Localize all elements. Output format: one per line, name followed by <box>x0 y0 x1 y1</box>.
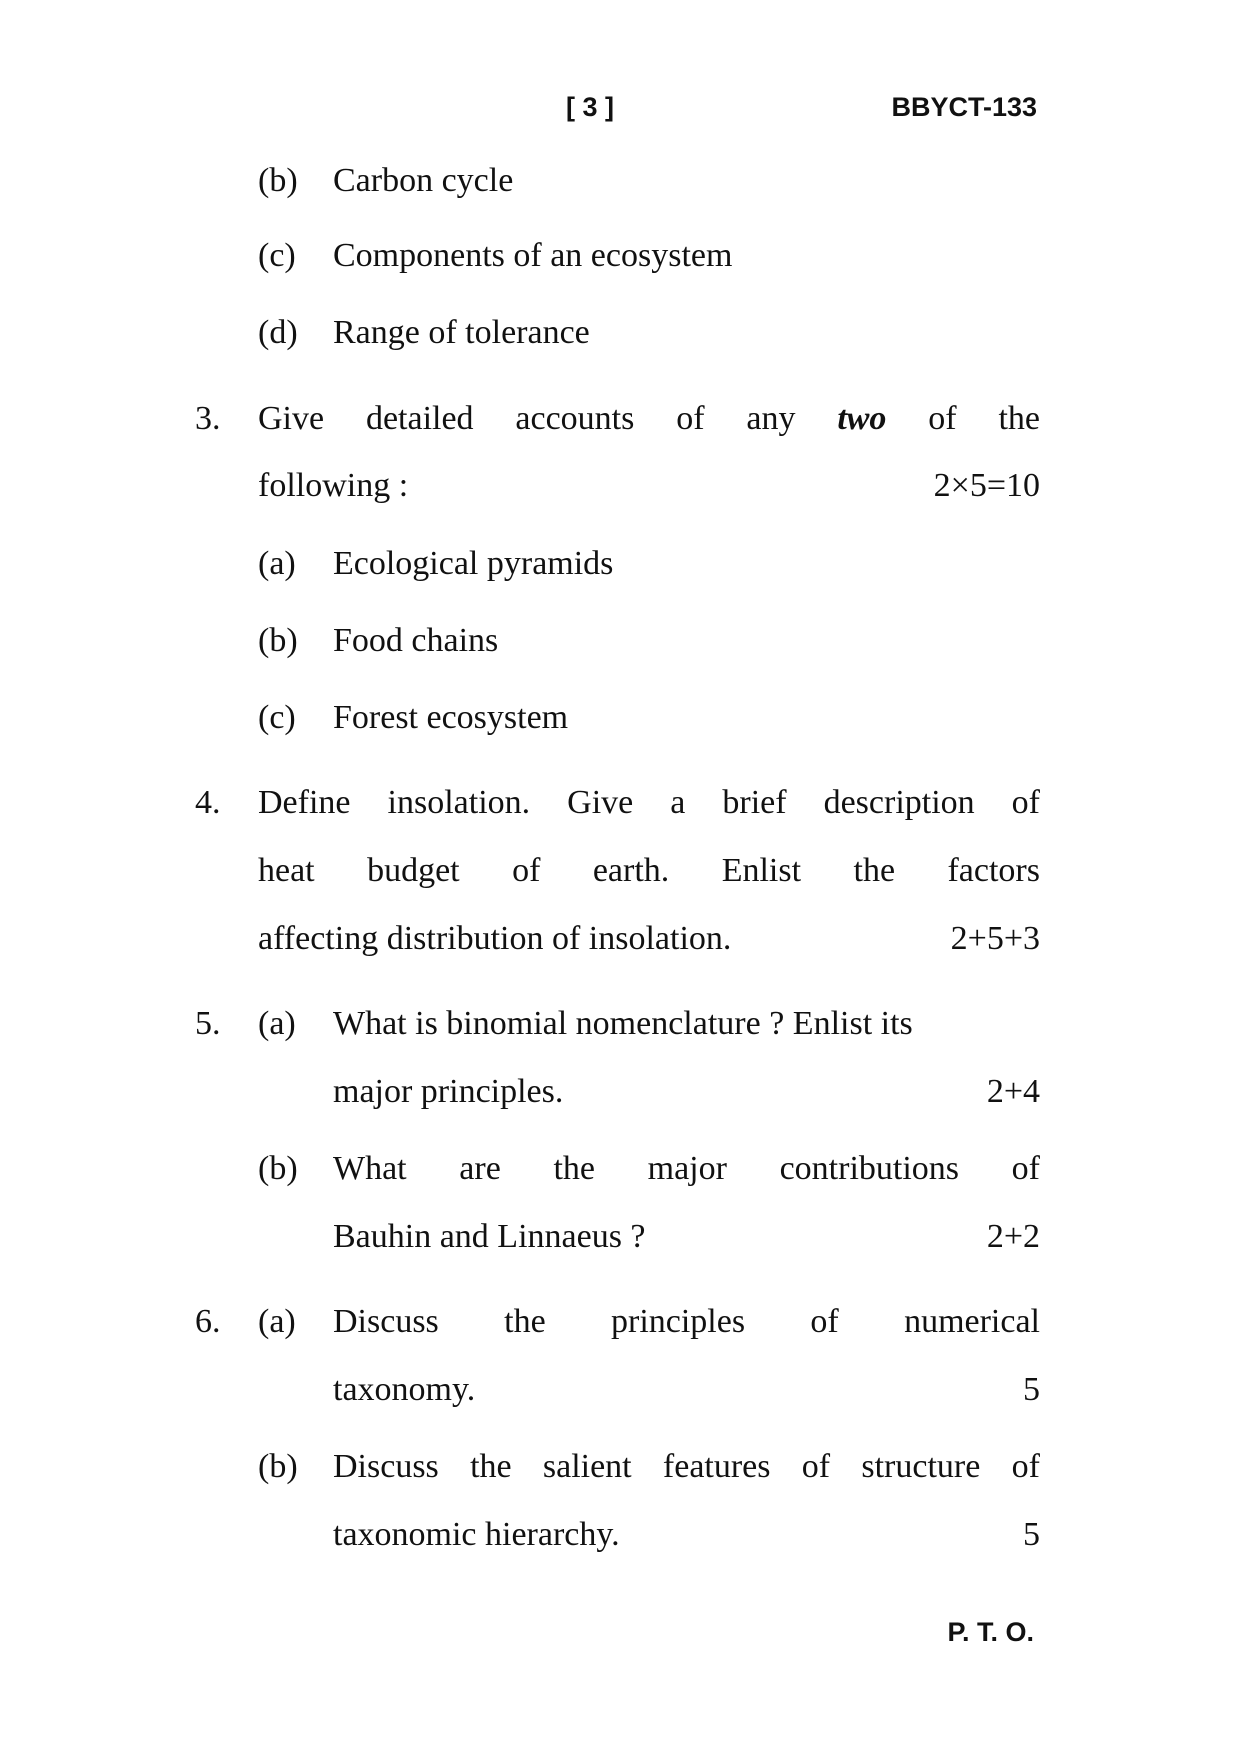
q4-line2 <box>258 852 1040 890</box>
q3-item-b-text: Food chains <box>333 622 499 659</box>
q6a-line2: taxonomy. <box>333 1371 476 1408</box>
q5b-word: major <box>647 1150 727 1187</box>
q5a-marks: 2+4 <box>986 1073 1040 1110</box>
q3-word: accounts <box>515 400 635 437</box>
q5a-line2: major principles. <box>333 1073 564 1110</box>
q3-word: detailed <box>365 400 474 437</box>
q4-line3: affecting distribution of insolation. <box>258 920 732 957</box>
q6b-word: the <box>470 1448 512 1485</box>
q6a-word: of <box>810 1303 839 1340</box>
course-code: BBYCT-133 <box>891 92 1037 122</box>
q6a-word: numerical <box>904 1303 1040 1340</box>
q6b-word: of <box>1011 1448 1040 1485</box>
q6b-word: structure <box>861 1448 981 1485</box>
q6b-word: Discuss <box>333 1448 439 1485</box>
q4-word: of <box>512 852 541 889</box>
q4-marks: 2+5+3 <box>950 920 1040 957</box>
q2-item-d-text: Range of tolerance <box>333 314 590 351</box>
q5b-line2: Bauhin and Linnaeus ? <box>333 1218 646 1255</box>
q5b-word: the <box>553 1150 595 1187</box>
q4-word: Enlist <box>721 852 802 889</box>
q6a-line1 <box>333 1303 1040 1341</box>
pto-footer: P. T. O. <box>947 1617 1034 1647</box>
q5b-word: contributions <box>779 1150 960 1187</box>
q5-number: 5. <box>195 1005 221 1042</box>
q5b-word: are <box>459 1150 501 1187</box>
q6a-label: (a) <box>258 1303 296 1340</box>
q6b-line1 <box>333 1448 1040 1486</box>
q6a-marks: 5 <box>1023 1371 1040 1408</box>
q6a-word: the <box>504 1303 546 1340</box>
q4-word: of <box>1011 784 1040 821</box>
q6b-marks: 5 <box>1023 1516 1040 1553</box>
q4-word: brief <box>722 784 787 821</box>
q3-number: 3. <box>195 400 221 437</box>
q4-word: the <box>853 852 896 889</box>
q5a-line1: What is binomial nomenclature ? Enlist its <box>333 1005 913 1042</box>
q3-item-b-label: (b) <box>258 622 298 659</box>
q5a-label: (a) <box>258 1005 296 1042</box>
q4-word: earth. <box>592 852 670 889</box>
q3-item-a-text: Ecological pyramids <box>333 545 614 582</box>
q6b-word: of <box>801 1448 831 1485</box>
q3-line1 <box>258 400 1040 438</box>
q2-item-c-label: (c) <box>258 237 296 274</box>
q4-line1 <box>258 784 1040 822</box>
q6-number: 6. <box>195 1303 221 1340</box>
q6b-word: salient <box>542 1448 632 1485</box>
q5b-marks: 2+2 <box>986 1218 1040 1255</box>
q2-item-b-label: (b) <box>258 162 298 199</box>
q3-marks: 2×5=10 <box>933 467 1040 504</box>
q3-word: the <box>998 400 1040 437</box>
q3-word: of <box>928 400 957 437</box>
q4-word: Define <box>258 784 351 821</box>
q3-item-a-label: (a) <box>258 545 296 582</box>
q2-item-d-label: (d) <box>258 314 298 351</box>
q5b-word: of <box>1011 1150 1040 1187</box>
q2-item-b-text: Carbon cycle <box>333 162 514 199</box>
q6b-line2: taxonomic hierarchy. <box>333 1516 620 1553</box>
q3-word: any <box>746 400 796 437</box>
page-number: [ 3 ] <box>566 92 615 122</box>
q4-word: heat <box>258 852 315 889</box>
q3-line2: following : <box>258 467 409 504</box>
q3-item-c-label: (c) <box>258 699 296 736</box>
q3-emphasis: two <box>837 400 887 437</box>
q2-item-c-text: Components of an ecosystem <box>333 237 733 274</box>
q4-word: factors <box>947 852 1040 889</box>
q5b-label: (b) <box>258 1150 298 1187</box>
q4-number: 4. <box>195 784 221 821</box>
q4-word: description <box>823 784 975 821</box>
q3-item-c-text: Forest ecosystem <box>333 699 569 736</box>
q5b-line1 <box>333 1150 1040 1188</box>
q6a-word: Discuss <box>333 1303 439 1340</box>
q6b-word: features <box>662 1448 771 1485</box>
q4-word: budget <box>367 852 460 889</box>
q4-word: insolation. <box>387 784 531 821</box>
q5b-word: What <box>333 1150 407 1187</box>
q3-word: Give <box>258 400 325 437</box>
q4-word: a <box>670 784 686 821</box>
q3-word: of <box>676 400 705 437</box>
q4-word: Give <box>567 784 634 821</box>
q6b-label: (b) <box>258 1448 298 1485</box>
q6a-word: principles <box>611 1303 746 1340</box>
